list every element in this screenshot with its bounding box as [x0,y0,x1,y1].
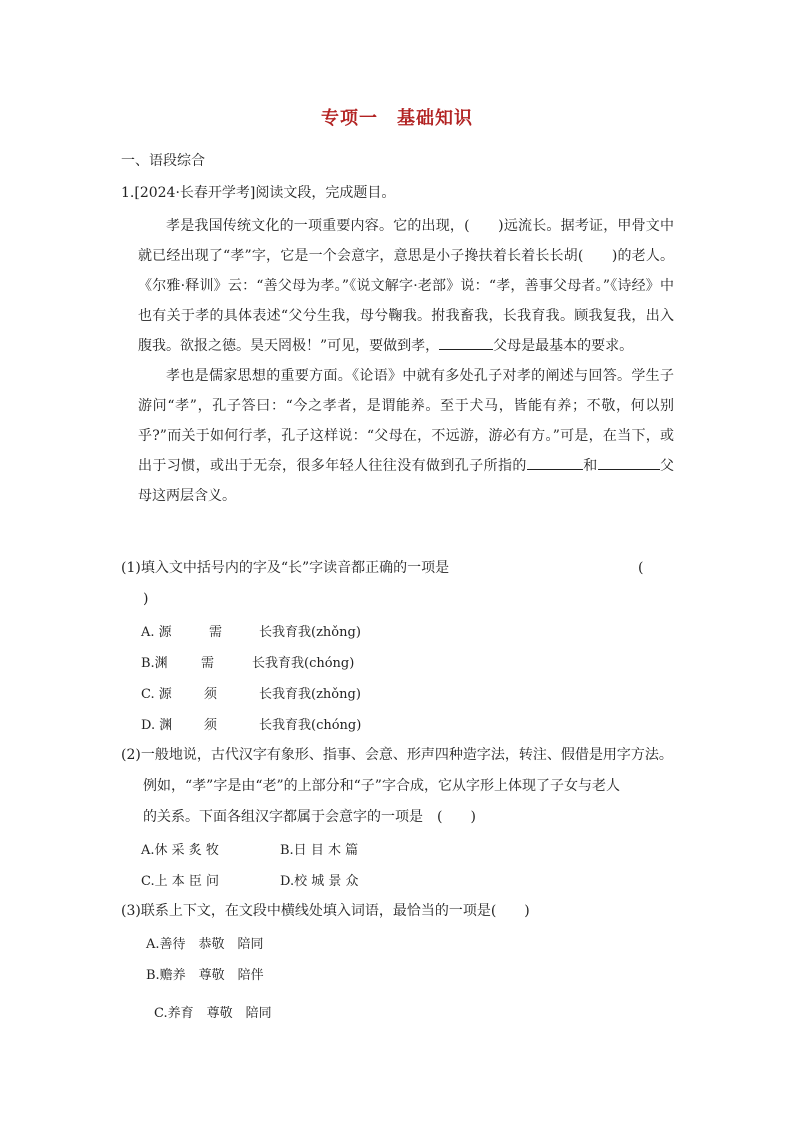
option-value: 需 [209,625,223,640]
option-value: A.善待 恭敬 陪同 [146,937,264,952]
passage-text: 孝是我国传统文化的一项重要内容。它的出现，( )远流长。据考证，甲骨文中就已经出现了“孝”字，它是一个会意字，意思是小子搀扶着长着长长胡( )的老人。《尔雅·释训》云：“善父母为孝。”《说文解字·老部》说：“孝，善事父母者。”《诗经》中也有关于孝的具体表述“父兮生我，母兮鞠我。拊我畜我，长我育我。顾我复我，出入腹我。欲报之德。昊天罔极！”可见，要做到孝， [138,218,674,354]
passage-text: 和 [582,458,598,474]
sub-question-2-stem: 例如，“孝”字是由“老”的上部分和“子”字合成，它从字形上体现了子女与老人 [143,778,620,794]
section-heading: 一、语段综合 [121,153,205,169]
option-label: A. 源 [141,625,172,640]
option-value: C.上 本 臣 问 [141,874,220,889]
option-value: C.养育 尊敬 陪同 [154,1006,272,1021]
option-value: A.休 采 炙 牧 [141,843,219,858]
passage-text: 孝也是儒家思想的重要方面。《论语》中就有多处孔子对孝的阐述与回答。学生子游问“孝”，孔子答曰：“今之孝者，是谓能养。至于犬马，皆能有养；不敬，何以别乎?”而关于如何行孝，孔子这样说：“父母在，不远游，游必有方。”可是，在当下，或出于习惯，或出于无奈，很多年轻人往往没有做到孔子所指的 [138,368,674,474]
option-value: 须 [204,687,218,702]
option-value: 需 [201,656,215,671]
question-intro: 1.[2024·长春开学考]阅读文段，完成题目。 [121,185,396,201]
passage-paragraph-2 [138,361,674,511]
answer-bracket: ( [638,560,644,576]
option-label: D. 渊 [141,718,173,733]
option-value: 长我育我(chóng) [259,718,362,733]
answer-bracket: ) [143,591,149,607]
passage-text: 父母这两层含义。 [138,458,675,504]
option-label: B.渊 [141,656,168,671]
fill-blank [527,453,583,470]
page-title: 专项一 基础知识 [321,108,473,129]
option-value: B.日 目 木 篇 [280,843,359,858]
passage-paragraph-1 [138,211,674,361]
option-value: 长我育我(zhǒng) [259,687,361,702]
option-value: 长我育我(zhǒng) [259,625,361,640]
fill-blank [598,453,660,470]
sub-question-3-stem: (3)联系上下文，在文段中横线处填入词语，最恰当的一项是( ) [121,903,530,919]
sub-question-2-options [141,839,441,899]
fill-blank [439,333,493,350]
passage [138,211,674,511]
option-label: C. 源 [141,687,172,702]
option-value: 长我育我(chóng) [252,656,355,671]
option-value: 须 [204,718,218,733]
sub-question-3-options [146,933,346,1033]
sub-question-1-stem: (1)填入文中括号内的字及“长”字读音都正确的一项是 [121,560,450,576]
sub-question-2-stem: 的关系。下面各组汉字都属于会意字的一项是 ( ) [143,809,476,825]
sub-question-2-stem: (2)一般地说，古代汉字有象形、指事、会意、形声四种造字法，转注、假借是用字方法。 [121,747,673,763]
sub-question-1-options [141,621,501,741]
option-value: D.校 城 景 众 [280,874,359,889]
option-value: B.赡养 尊敬 陪伴 [146,968,264,983]
passage-text: 父母是最基本的要求。 [493,338,634,354]
